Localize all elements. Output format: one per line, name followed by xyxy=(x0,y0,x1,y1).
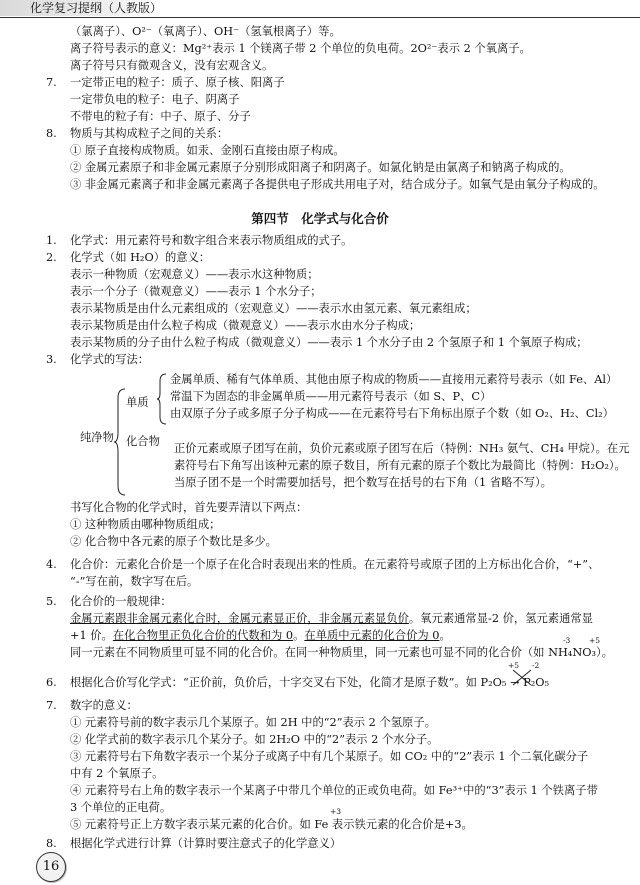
compound-rule-1: 正价元素或原子团写在前，负价元素或原子团写在后（特例：NH₃ 氨气、CH₄ 甲烷）。在元 xyxy=(174,442,630,455)
s7-line-5: 中有 2 个氧原子。 xyxy=(70,767,164,780)
element-rule-2: 常温下为固态的非金属单质——用元素符号表示（如 S、P、C） xyxy=(170,390,492,403)
s5-rule-underlined: 金属元素跟非金属元素化合时，金属元素显正价，非金属元素显负价 xyxy=(70,612,409,625)
s4-number: 4. xyxy=(46,558,57,571)
s4-line-2: “-”写在前，数字写在后。 xyxy=(70,575,199,588)
element-rule-1: 金属单质、稀有气体单质、其他由原子构成的物质——直接用元素符号表示（如 Fe、Al） xyxy=(170,373,618,386)
s4-line-1: 化合价：元素化合价是一个原子在化合时表现出来的性质。在元素符号或原子团的上方标出化合价，“+”、 xyxy=(70,558,600,571)
item-7-number: 7. xyxy=(46,76,57,89)
s2-line-1: 化学式（如 H₂O）的意义： xyxy=(70,251,211,264)
s7-line-3: ② 化学式前的数字表示几个某分子。如 2H₂O 中的“2”表示 2 个水分子。 xyxy=(70,733,439,746)
s7-line-4: ③ 元素符号右下角数字表示一个某分子或离子中有几个某原子。如 CO₂ 中的“2”表示 1 个二氧化碳分子 xyxy=(70,750,589,763)
pure-substance-label: 纯净物 xyxy=(80,431,114,444)
p-valence: +5 xyxy=(508,661,520,670)
s3-line-1: 化学式的写法： xyxy=(70,353,150,366)
s6-text: 根据化合价写化学式：“正价前，负价后，十字交叉右下处，化简才是原子数”。如 P₂O₅ → P₂O₅ xyxy=(70,676,550,689)
item-7-line-2: 一定带负电的粒子：电子、阴离子 xyxy=(70,93,240,106)
s5-rule-rest: 。氧元素通常显-2 价，氢元素通常显 xyxy=(408,612,593,625)
writing-note-2: ① 这种物质由哪种物质组成； xyxy=(70,518,221,531)
item-8-line-3: ② 金属元素原子和非金属元素原子分别形成阳离子和阴离子。如氯化钠是由氯离子和钠离子构成的。 xyxy=(70,161,571,174)
s8-text: 根据化学式进行计算（计算时要注意式子的化学意义） xyxy=(70,837,342,850)
compound-label: 化合物 xyxy=(126,435,160,448)
pure-substance-brace xyxy=(113,388,127,496)
s5-element-zero: 在单质中元素的化合价为 0 xyxy=(304,629,440,642)
s2-line-2: 表示一种物质（宏观意义）——表示水这种物质； xyxy=(70,268,319,281)
writing-note-1: 书写化合物的化学式时，首先要弄清以下两点： xyxy=(70,501,308,514)
s5-punct-1: 。 xyxy=(293,629,305,642)
s2-line-4: 表示某物质是由什么元素组成的（宏观意义）——表示水由氢元素、氧元素组成； xyxy=(70,302,477,315)
section-title: 第四节 化学式与化合价 xyxy=(251,211,389,226)
nh4no3-valence-n2: +5 xyxy=(589,636,601,645)
s2-line-6: 表示某物质的分子由什么粒子构成（微观意义）——表示 1 个水分子由 2 个氢原子和 1 个氧原子构成； xyxy=(70,336,588,349)
item-7-line-3: 不带电的粒子有：中子、原子、分子 xyxy=(70,110,251,123)
s7-line-2: ① 元素符号前的数字表示几个某原子。如 2H 中的“2”表示 2 个氢原子。 xyxy=(70,716,436,729)
s7-line-7: 3 个单位的正电荷。 xyxy=(70,801,172,814)
s5-sum-zero: 在化合物里正负化合价的代数和为 0 xyxy=(112,629,294,642)
s5-line-4: 同一元素在不同物质里可显不同的化合价。在同一种物质里，同一元素也可显不同的化合价（如 NH₄NO₃）。 xyxy=(70,646,613,659)
running-header xyxy=(0,0,640,22)
header-title: 化学复习提纲（人教版） xyxy=(30,1,163,15)
item-7-line-1: 一定带正电的粒子：质子、原子核、阳离子 xyxy=(70,76,285,89)
s7-line-6: ④ 元素符号右上角的数字表示一个某离子中带几个单位的正或负电荷。如 Fe³⁺中的“3”表示 1 个铁离子带 xyxy=(70,784,598,797)
page-number-badge: 16 xyxy=(36,852,66,882)
item-8-line-4: ③ 非金属元素离子和非金属元素离子各提供电子形成共用电子对，结合成分子。如氧气是由氧分子构成的。 xyxy=(70,178,605,191)
s1-text: 化学式：用元素符号和数字组合来表示物质组成的式子。 xyxy=(70,234,353,247)
o-valence: -2 xyxy=(532,661,540,670)
intro-line-2: 离子符号表示的意义：Mg²⁺表示 1 个镁离子带 2 个单位的负电荷。2O²⁻表示 2 个氧离子。 xyxy=(70,42,531,55)
s7-number: 7. xyxy=(46,699,57,712)
s7-line-1: 数字的意义： xyxy=(70,699,138,712)
s5-line-2 xyxy=(70,611,593,626)
item-8-number: 8. xyxy=(46,127,57,140)
element-rule-3: 由双原子分子或多原子分子构成——在元素符号右下角标出原子个数（如 O₂、H₂、Cl₂） xyxy=(170,407,614,420)
item-8-line-2: ① 原子直接构成物质。如汞、金刚石直接由原子构成。 xyxy=(70,144,345,157)
s3-number: 3. xyxy=(46,353,57,366)
item-8-line-1: 物质与其构成粒子之间的关系： xyxy=(70,127,229,140)
s5-h-valence: +1 价。 xyxy=(70,629,113,642)
s2-line-5: 表示某物质是由什么粒子构成（微观意义）——表示水由水分子构成； xyxy=(70,319,421,332)
intro-line-1: （氯离子）、O²⁻（氧离子）、OH⁻（氢氧根离子）等。 xyxy=(70,25,341,38)
s2-line-3: 表示一个分子（微观意义）——表示 1 个水分子； xyxy=(70,285,322,298)
nh4no3-valence-n1: -3 xyxy=(563,636,571,645)
s7-line-8: ⑤ 元素符号正上方数字表示某元素的化合价。如 Fe 表示铁元素的化合价是+3。 xyxy=(70,818,473,831)
intro-line-3: 离子符号只有微观含义，没有宏观含义。 xyxy=(70,59,274,72)
s5-number: 5. xyxy=(46,595,57,608)
header-rule xyxy=(0,17,640,18)
element-label: 单质 xyxy=(126,396,149,409)
s5-line-3 xyxy=(70,628,451,643)
element-brace xyxy=(156,373,168,425)
compound-rule-2: 素符号右下角写出该种元素的原子数目，所有元素的原子个数比为最简比（特例：H₂O₂）。 xyxy=(174,459,626,472)
s2-number: 2. xyxy=(46,251,57,264)
s5-line-1: 化合价的一般规律： xyxy=(70,595,172,608)
compound-rule-3: 当原子团不是一个时需要加括号，把个数写在括号的右下角（1 省略不写）。 xyxy=(174,476,552,489)
s1-number: 1. xyxy=(46,234,57,247)
s8-number: 8. xyxy=(46,837,57,850)
fe-valence: +3 xyxy=(330,807,342,816)
s5-punct-2: 。 xyxy=(439,629,451,642)
writing-note-3: ② 化合物中各元素的原子个数比是多少。 xyxy=(70,535,277,548)
s6-number: 6. xyxy=(46,676,57,689)
